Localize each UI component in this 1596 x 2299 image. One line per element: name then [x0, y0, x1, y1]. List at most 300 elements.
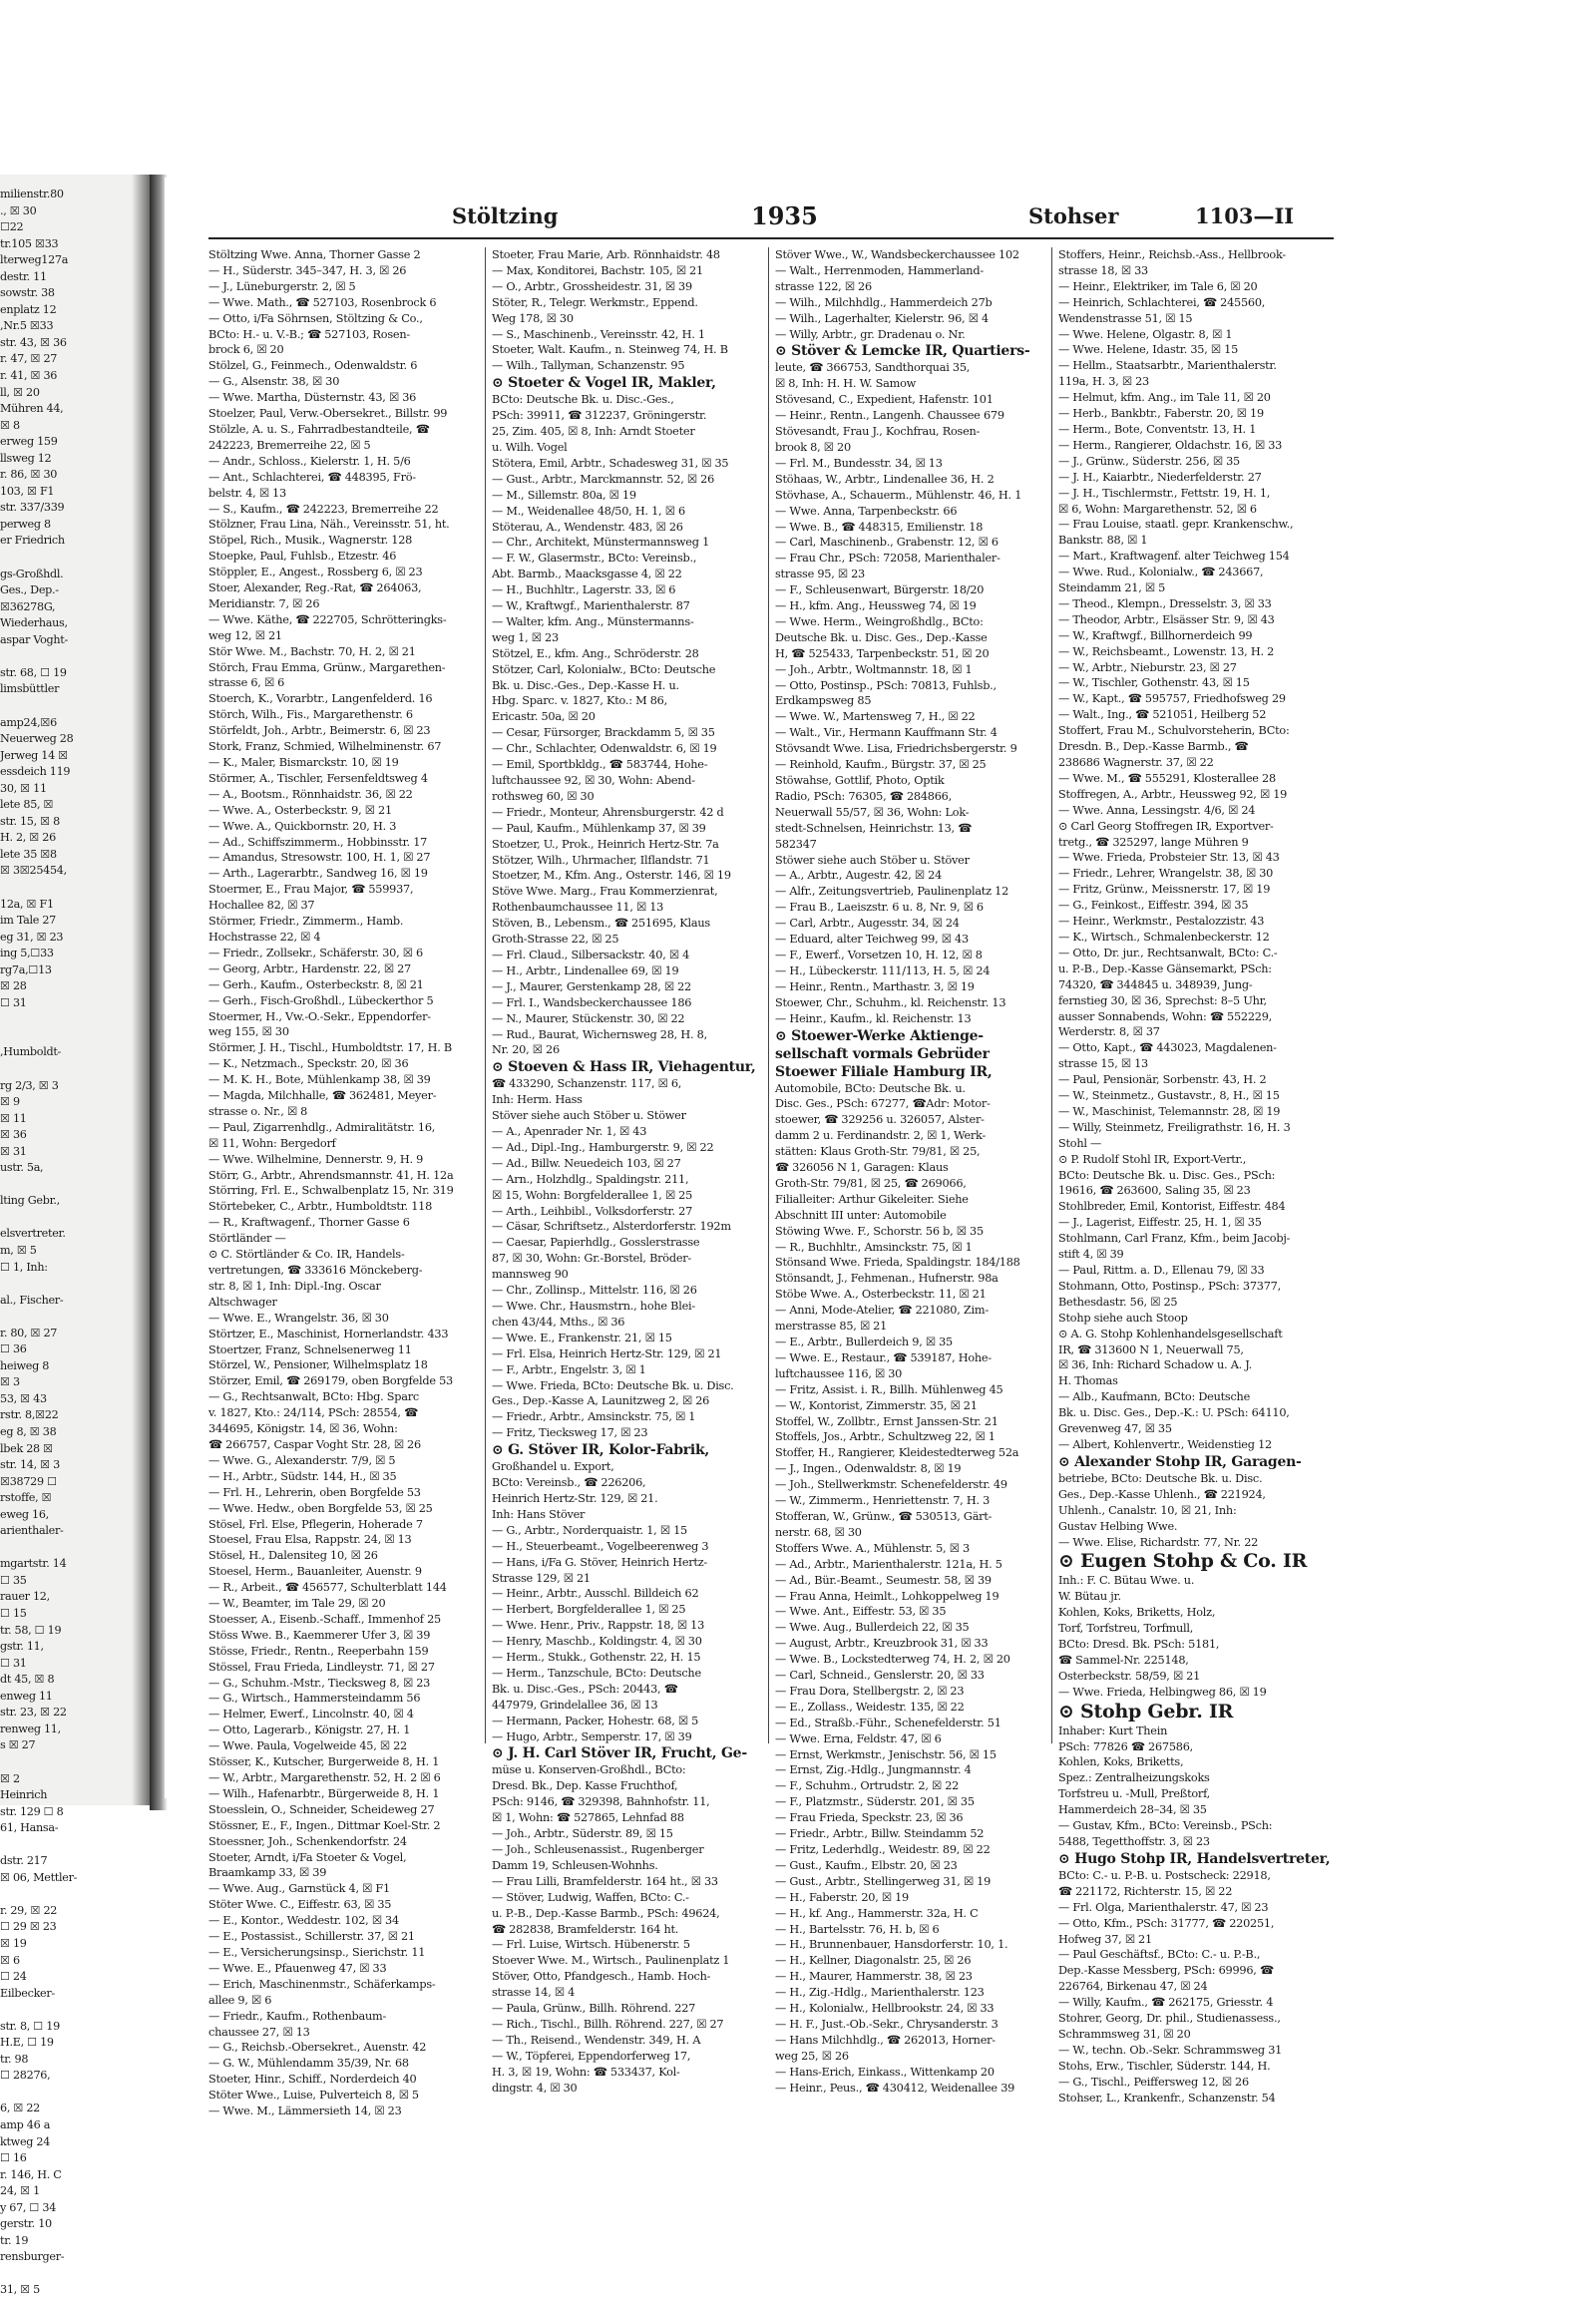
directory-entry-line: — R., Kraftwagenf., Thorner Gasse 6 — [208, 1216, 410, 1230]
directory-entry-line: — Friedr., Lehrer, Wrangelstr. 38, ☒ 30 — [1058, 867, 1274, 881]
left-fragment-line: amp 46 a — [0, 2117, 51, 2131]
directory-entry-line: — Friedr., Kaufm., Rothenbaum- — [208, 2009, 387, 2023]
directory-entry-line: — Fritz, Assist. i. R., Billh. Mühlenweg 45 — [775, 1382, 1003, 1396]
directory-entry-line: — Friedr., Zollsekr., Schäferstr. 30, ☒ 6 — [208, 946, 423, 959]
directory-entry-line: Stönsandt, J., Fehmenan., Hufnerstr. 98a — [775, 1272, 998, 1286]
directory-entry-line: — H., Kolonialw., Hellbrookstr. 24, ☒ 33 — [775, 2002, 995, 2016]
left-fragment-line: dt 45, ☒ 8 — [0, 1673, 55, 1687]
directory-entry-line: — M. K. H., Bote, Mühlenkamp 38, ☒ 39 — [208, 1073, 431, 1087]
directory-entry-line: BCto: Deutsche Bk. u. Disc.-Ges., — [492, 393, 674, 407]
directory-entry-line: Stövesandt, Frau J., Kochfrau, Rosen- — [775, 425, 981, 439]
directory-entry-line: Steindamm 21, ☒ 5 — [1058, 581, 1166, 595]
directory-entry-line: — J., Lagerist, Eiffestr. 25, H. 1, ☒ 35 — [1058, 1216, 1262, 1230]
directory-entry-line: — Wwe. Anna, Lessingstr. 4/6, ☒ 24 — [1058, 803, 1256, 817]
left-fragment-line — [0, 2266, 140, 2283]
directory-entry-line: Stoewer, Chr., Schuhm., kl. Reichenstr. 13 — [775, 995, 1006, 1009]
directory-entry-line: — Wwe. Chr., Hausmstrn., hohe Blei- — [492, 1300, 695, 1313]
directory-entry-line: dingstr. 4, ☒ 30 — [492, 2081, 578, 2095]
directory-entry-line: — A., Bootsm., Rönnhaidstr. 36, ☒ 22 — [208, 787, 413, 801]
directory-entry-line: Hofweg 37, ☒ 21 — [1058, 1932, 1152, 1946]
directory-entry-line: weg 1, ☒ 23 — [492, 630, 559, 644]
left-fragment-line: s ☒ 27 — [0, 1738, 36, 1752]
directory-entry-line: — W., Kraftwgf., Billhornerdeich 99 — [1058, 628, 1253, 642]
left-fragment-line — [0, 550, 140, 567]
left-fragment-line: tr. 58, ☐ 19 — [0, 1623, 62, 1637]
directory-entry-line: — Friedr., Arbtr., Amsinckstr. 75, ☒ 1 — [492, 1410, 696, 1424]
directory-entry-line: — Friedr., Arbtr., Billw. Steindamm 52 — [775, 1827, 985, 1841]
left-page-text — [0, 187, 140, 2299]
directory-entry-line: — G., Feinkost., Eiffestr. 394, ☒ 35 — [1058, 899, 1249, 913]
left-fragment-line: elsvertreter. — [0, 1227, 66, 1241]
left-page-fragment — [0, 175, 150, 2297]
directory-entry-line: ⊙ Stohp Gebr. IR — [1058, 1700, 1234, 1723]
left-fragment-line: ☒38729 ☐ — [0, 1474, 57, 1488]
directory-entry-line: — Wwe. Anna, Tarpenbeckstr. 66 — [775, 504, 958, 518]
directory-entry-line: Störmer, A., Tischler, Fersenfeldtsweg 4 — [208, 771, 428, 785]
directory-entry-line: — Albert, Kohlenvertr., Weidenstieg 12 — [1058, 1437, 1272, 1451]
directory-entry-line: — W., Reichsbeamt., Lowenstr. 13, H. 2 — [1058, 644, 1275, 658]
directory-entry-line: Stoffer, H., Rangierer, Kleidestedterweg 52a — [775, 1446, 1019, 1460]
left-fragment-line: ☒ 2 — [0, 1771, 20, 1785]
left-fragment-line: m, ☒ 5 — [0, 1244, 37, 1257]
directory-entry-line: Ges., Dep.-Kasse A, Launitzweg 2, ☒ 26 — [492, 1394, 710, 1408]
directory-entry-line: — Arth., Leihbibl., Volksdorferstr. 27 — [492, 1204, 693, 1218]
directory-entry-line: — Wwe. Frieda, BCto: Deutsche Bk. u. Disc. — [492, 1378, 734, 1392]
directory-entry-line: Störmer, Friedr., Zimmerm., Hamb. — [208, 915, 404, 929]
directory-entry-line: — H., Steuerbeamt., Vogelbeerenweg 3 — [492, 1539, 709, 1553]
directory-entry-line: Stoertzer, Franz, Schnelsenerweg 11 — [208, 1342, 412, 1356]
directory-entry-line: — Hans Milchhdlg., ☎ 262013, Horner- — [775, 2033, 996, 2047]
directory-entry-line: 242223, Bremerreihe 22, ☒ 5 — [208, 438, 371, 452]
directory-entry-line: strasse 95, ☒ 23 — [775, 568, 865, 581]
directory-entry-line: Automobile, BCto: Deutsche Bk. u. — [775, 1081, 966, 1095]
directory-entry-line: — W., Arbtr., Margarethenstr. 52, H. 2 ☒ 6 — [208, 1771, 441, 1784]
directory-entry-line: — Wwe. Elise, Richardstr. 77, Nr. 22 — [1058, 1535, 1259, 1549]
left-fragment-line: lbek 28 ☒ — [0, 1441, 53, 1455]
left-fragment-line: rauer 12, — [0, 1590, 50, 1604]
directory-entry-line: — August, Arbtr., Kreuzbrook 31, ☒ 33 — [775, 1637, 989, 1651]
directory-entry-line: ⊙ P. Rudolf Stohl IR, Export-Vertr., — [1058, 1152, 1247, 1166]
directory-entry-line: — Wwe. Helene, Olgastr. 8, ☒ 1 — [1058, 327, 1233, 341]
directory-entry-line: — Paul, Zigarrenhdlg., Admiralitätstr. 16, — [208, 1120, 436, 1134]
directory-entry-line: — Carl, Schneid., Genslerstr. 20, ☒ 33 — [775, 1669, 985, 1683]
directory-entry-line: Stoeter, Arndt, i/Fa Stoeter & Vogel, — [208, 1850, 407, 1864]
directory-entry-line: — Willy, Kaufm., ☎ 262175, Griesstr. 4 — [1058, 1996, 1274, 2010]
directory-entry-line: — Heinr., Arbtr., Ausschl. Billdeich 62 — [492, 1587, 699, 1601]
left-fragment-line: ☒ 06, Mettler- — [0, 1870, 78, 1884]
directory-entry-line: — E., Zollass., Weidestr. 135, ☒ 22 — [775, 1700, 965, 1714]
left-fragment-line: rstoffe, ☒ — [0, 1491, 52, 1505]
left-fragment-line: arienthaler- — [0, 1524, 64, 1538]
directory-entry-line: — O., Arbtr., Grossheidestr. 31, ☒ 39 — [492, 279, 692, 293]
directory-entry-line: ⊙ C. Störtländer & Co. IR, Handels- — [208, 1248, 405, 1262]
header-last-entry: Stohser — [1028, 203, 1119, 228]
directory-entry-line: ⊙ J. H. Carl Stöver IR, Frucht, Ge- — [492, 1745, 747, 1762]
directory-entry-line: u. P.-B., Dep.-Kasse Barmb., PSch: 49624, — [492, 1906, 720, 1920]
left-fragment-line: ☐22 — [0, 220, 24, 234]
left-fragment-line: ☐ 29 ☒ 23 — [0, 1920, 57, 1934]
directory-entry-line: — Frl. M., Bundesstr. 34, ☒ 13 — [775, 456, 943, 470]
directory-entry-line: Dep.-Kasse Messberg, PSch: 69996, ☎ — [1058, 1964, 1274, 1978]
left-fragment-line: ☐ 36 — [0, 1342, 27, 1356]
directory-entry-line: — K., Netzmach., Speckstr. 20, ☒ 36 — [208, 1057, 409, 1071]
left-fragment-line: ing 5,☐33 — [0, 947, 54, 960]
directory-entry-line: — Wwe. E., Pfauenweg 47, ☒ 33 — [208, 1961, 387, 1975]
directory-entry-line: — Wwe. E., Restaur., ☎ 539187, Hohe- — [775, 1350, 992, 1364]
directory-entry-line: — Wwe. Frieda, Helbingweg 86, ☒ 19 — [1058, 1685, 1267, 1699]
left-fragment-line: ☐ 31 — [0, 995, 27, 1009]
left-fragment-line — [0, 1837, 140, 1854]
directory-entry-line: Hochstrasse 22, ☒ 4 — [208, 930, 321, 944]
directory-entry-line: — Wwe. Henr., Priv., Rappstr. 18, ☒ 13 — [492, 1619, 705, 1633]
directory-entry-line: fernstieg 30, ☒ 36, Sprechst: 8–5 Uhr, — [1058, 993, 1267, 1007]
directory-entry-line: betriebe, BCto: Deutsche Bk. u. Disc. — [1058, 1471, 1263, 1485]
directory-entry-line: Kohlen, Koks, Briketts, — [1058, 1755, 1184, 1769]
directory-entry-line: brock 6, ☒ 20 — [208, 343, 284, 357]
left-fragment-line: rensburger- — [0, 2250, 65, 2264]
directory-entry-line: sellschaft vormals Gebrüder — [775, 1045, 990, 1062]
directory-entry-line: weg 155, ☒ 30 — [208, 1025, 289, 1039]
directory-entry-line: — W., Kraftwgf., Marienthalerstr. 87 — [492, 599, 690, 613]
directory-entry-line: Filialleiter: Arthur Gikeleiter. Siehe — [775, 1192, 969, 1206]
directory-entry-line: — H., Arbtr., Lindenallee 69, ☒ 19 — [492, 963, 679, 977]
directory-entry-line: — Max, Konditorei, Bachstr. 105, ☒ 21 — [492, 263, 703, 277]
directory-entry-line: stedt-Schnelsen, Heinrichstr. 13, ☎ — [775, 821, 973, 835]
directory-entry-line: BCto: Vereinsb., ☎ 226206, — [492, 1476, 646, 1490]
directory-entry-line: — W., Kapt., ☎ 595757, Friedhofsweg 29 — [1058, 692, 1286, 706]
directory-entry-line: Abt. Barmb., Maacksgasse 4, ☒ 22 — [492, 568, 682, 581]
directory-entry-line: — Rud., Baurat, Wichernsweg 28, H. 8, — [492, 1027, 707, 1041]
directory-entry-line: Weg 178, ☒ 30 — [492, 311, 574, 325]
directory-entry-line: strasse 15, ☒ 13 — [1058, 1057, 1148, 1071]
directory-entry-line: — Ad., Arbtr., Marienthalerstr. 121a, H. 5 — [775, 1557, 1002, 1571]
directory-entry-line: Stoepke, Paul, Fuhlsb., Etzestr. 46 — [208, 550, 397, 564]
directory-entry-line: ⊙ A. G. Stohp Kohlenhandelsgesellschaft — [1058, 1327, 1283, 1341]
directory-entry-line: — Joh., Stellwerkmstr. Schenefelderstr. 49 — [775, 1478, 1007, 1492]
directory-entry-line: — A., Apenrader Nr. 1, ☒ 43 — [492, 1125, 647, 1139]
directory-entry-line: Neuerwall 55/57, ☒ 36, Wohn: Lok- — [775, 805, 970, 819]
left-fragment-line: eweg 16, — [0, 1507, 49, 1521]
left-fragment-line: r. 80, ☒ 27 — [0, 1326, 58, 1340]
directory-entry-line: H. Thomas — [1058, 1374, 1118, 1388]
directory-entry-line: — K., Maler, Bismarckstr. 10, ☒ 19 — [208, 756, 399, 769]
directory-entry-line: ⊙ G. Stöver IR, Kolor-Fabrik, — [492, 1442, 710, 1459]
directory-entry-line: Grevenweg 47, ☒ 35 — [1058, 1422, 1172, 1436]
directory-entry-line: u. Wilh. Vogel — [492, 440, 568, 454]
left-fragment-line: perweg 8 — [0, 517, 51, 531]
directory-entry-line: Disc. Ges., PSch: 67277, ☎Adr: Motor- — [775, 1097, 991, 1111]
directory-entry-line: — Ant., Schlachterei, ☎ 448395, Frö- — [208, 470, 416, 484]
directory-entry-line: stift 4, ☒ 39 — [1058, 1248, 1124, 1262]
left-fragment-line: r. 29, ☒ 22 — [0, 1903, 58, 1917]
directory-entry-line: ⊙ Hugo Stohp IR, Handelsvertreter, — [1058, 1850, 1331, 1867]
directory-entry-line: Damm 19, Schleusen-Wohnhs. — [492, 1858, 658, 1872]
directory-entry-line: Stohser, L., Krankenfr., Schanzenstr. 54 — [1058, 2091, 1276, 2105]
directory-entry-line: ⊙ Carl Georg Stoffregen IR, Exportver- — [1058, 819, 1274, 833]
directory-entry-line: Störzer, Emil, ☎ 269179, oben Borgfelde 53 — [208, 1374, 453, 1388]
left-fragment-line: 61, Hansa- — [0, 1821, 59, 1835]
directory-entry-line: Stösel, H., Dalensiteg 10, ☒ 26 — [208, 1549, 378, 1563]
directory-entry-line: — Wwe. E., Frankenstr. 21, ☒ 15 — [492, 1331, 672, 1344]
left-fragment-line: r. 146, H. C — [0, 2167, 62, 2181]
directory-entry-line: strasse 14, ☒ 4 — [492, 1986, 576, 2000]
directory-entry-line: strasse 6, ☒ 6 — [208, 676, 285, 690]
directory-entry-line: — Heinr., Werkmstr., Pestalozzistr. 43 — [1058, 915, 1265, 929]
directory-entry-line: — Gustav, Kfm., BCto: Vereinsb., PSch: — [1058, 1819, 1273, 1833]
directory-entry-line: Inh: Herm. Hass — [492, 1093, 583, 1107]
directory-entry-line: Stoeter, Hinr., Schiff., Norderdeich 40 — [208, 2073, 417, 2087]
directory-entry-line: — Wilh., Milchhdlg., Hammerdeich 27b — [775, 295, 993, 309]
left-fragment-line: str. 129 ☐ 8 — [0, 1804, 64, 1818]
column-divider — [485, 247, 486, 1743]
left-fragment-line: essdeich 119 — [0, 765, 71, 779]
directory-entry-line: ☒ 8, Inh: H. H. W. Samow — [775, 377, 917, 391]
directory-entry-line: H, ☎ 525433, Tarpenbeckstr. 51, ☒ 20 — [775, 646, 990, 660]
directory-entry-line: — Ernst, Werkmstr., Jenischstr. 56, ☒ 15 — [775, 1747, 997, 1761]
left-fragment-line: ☒ 36 — [0, 1128, 27, 1142]
directory-entry-line: — Chr., Architekt, Münstermannsweg 1 — [492, 536, 710, 550]
directory-entry-line: chaussee 27, ☒ 13 — [208, 2025, 310, 2039]
directory-entry-line: — E., Versicherungsinsp., Sierichstr. 11 — [208, 1945, 426, 1959]
directory-entry-line: Stöppler, E., Angest., Rossberg 6, ☒ 23 — [208, 566, 423, 579]
directory-entry-line: Stoermer, H., Vw.-O.-Sekr., Eppendorfer- — [208, 1009, 431, 1023]
directory-entry-line: — W., Zimmerm., Henriettenstr. 7, H. 3 — [775, 1494, 991, 1508]
directory-entry-line: — H., Maurer, Hammerstr. 38, ☒ 23 — [775, 1970, 973, 1984]
directory-entry-line: — Ad., Billw. Neuedeich 103, ☒ 27 — [492, 1156, 681, 1170]
directory-entry-line: allee 9, ☒ 6 — [208, 1993, 272, 2007]
directory-entry-line: — Wwe. G., Alexanderstr. 7/9, ☒ 5 — [208, 1453, 396, 1467]
left-fragment-line: ☐ 1, Inh: — [0, 1260, 48, 1274]
directory-entry-line: — Mart., Kraftwagenf. alter Teichweg 154 — [1058, 550, 1290, 564]
directory-entry-line: — Paul, Pensionär, Sorbenstr. 43, H. 2 — [1058, 1073, 1267, 1087]
left-fragment-line: ☒ 31 — [0, 1144, 27, 1158]
directory-entry-line: Störring, Frl. E., Schwalbenplatz 15, Nr. 319 — [208, 1184, 454, 1198]
column-4 — [1058, 247, 1331, 2105]
directory-entry-line: PSch: 77826 ☎ 267586, — [1058, 1739, 1193, 1753]
directory-entry-line: — Herm., Bote, Conventstr. 13, H. 1 — [1058, 422, 1257, 436]
directory-entry-line: — Walter, kfm. Ang., Münstermanns- — [492, 614, 694, 628]
directory-entry-line: — Herm., Tanzschule, BCto: Deutsche — [492, 1666, 701, 1680]
directory-entry-line: — Herb., Bankbtr., Faberstr. 20, ☒ 19 — [1058, 407, 1264, 421]
directory-entry-line: — G., Schuhm.-Mstr., Tiecksweg 8, ☒ 23 — [208, 1676, 431, 1690]
directory-entry-line: — Cesar, Fürsorger, Brackdamm 5, ☒ 35 — [492, 726, 715, 740]
directory-entry-line: Inh.: F. C. Bütau Wwe. u. — [1058, 1574, 1195, 1588]
directory-entry-line: Stoerch, K., Vorarbtr., Langenfelderd. 16 — [208, 692, 433, 706]
directory-entry-line: Stösser, K., Kutscher, Burgerweide 8, H. 1 — [208, 1755, 440, 1769]
directory-entry-line: Stötzer, Carl, Kolonialw., BCto: Deutsche — [492, 662, 716, 676]
directory-entry-line: — Andr., Schloss., Kielerstr. 1, H. 5/6 — [208, 454, 411, 468]
left-fragment-line: str. 68, ☐ 19 — [0, 665, 67, 679]
directory-entry-line: Schrammsweg 31, ☒ 20 — [1058, 2027, 1191, 2041]
directory-entry-line: — M., Weidenallee 48/50, H. 1, ☒ 6 — [492, 504, 685, 518]
directory-entry-line: — S., Maschinenb., Vereinsstr. 42, H. 1 — [492, 327, 705, 341]
directory-entry-line: — Hans-Erich, Einkass., Wittenkamp 20 — [775, 2065, 995, 2079]
directory-entry-line: — G., Alsenstr. 38, ☒ 30 — [208, 375, 340, 389]
directory-entry-line: Stohl — — [1058, 1136, 1102, 1150]
directory-page — [165, 178, 1377, 2118]
directory-entry-line: ☎ Sammel-Nr. 225148, — [1058, 1653, 1189, 1667]
directory-entry-line: 226764, Birkenau 47, ☒ 24 — [1058, 1980, 1208, 1994]
directory-entry-line: — Frau B., Laeiszstr. 6 u. 8, Nr. 9, ☒ 6 — [775, 901, 984, 915]
directory-entry-line: — G., Rechtsanwalt, BCto: Hbg. Sparc — [208, 1390, 419, 1404]
directory-entry-line: Uhlenh., Canalstr. 10, ☒ 21, Inh: — [1058, 1503, 1237, 1517]
directory-entry-line: Störzel, W., Pensioner, Wilhelmsplatz 18 — [208, 1358, 428, 1372]
directory-entry-line: — Cäsar, Schriftsetz., Alsterdorferstr. 192m — [492, 1220, 731, 1234]
directory-entry-line: — Joh., Schleusenassist., Rugenberger — [492, 1843, 704, 1856]
directory-entry-line: Störch, Frau Emma, Grünw., Margarethen- — [208, 660, 446, 674]
left-fragment-line: erweg 159 — [0, 435, 58, 449]
directory-entry-line: Stössner, E., F., Ingen., Dittmar Koel-Str. 2 — [208, 1818, 441, 1832]
directory-entry-line: Stohp siehe auch Stoop — [1058, 1311, 1188, 1325]
directory-entry-line: nerstr. 68, ☒ 30 — [775, 1525, 862, 1539]
directory-entry-line: — Otto, Kapt., ☎ 443023, Magdalenen- — [1058, 1041, 1277, 1055]
directory-entry-line: damm 2 u. Ferdinandstr. 2, ☒ 1, Werk- — [775, 1129, 987, 1143]
left-fragment-line — [0, 648, 140, 665]
left-fragment-line: y 67, ☐ 34 — [0, 2200, 57, 2214]
directory-entry-line: Spez.: Zentralheizungskoks — [1058, 1771, 1210, 1785]
directory-entry-line: Hammerdeich 28–34, ☒ 35 — [1058, 1803, 1207, 1817]
directory-entry-line: — J., Maurer, Gerstenkamp 28, ☒ 22 — [492, 979, 691, 993]
directory-entry-line: Stoffels, Jos., Arbtr., Schultzweg 22, ☒ 1 — [775, 1430, 996, 1444]
directory-entry-line: — Frl. Claud., Silbersackstr. 40, ☒ 4 — [492, 948, 690, 961]
left-fragment-line: ☐ 31 — [0, 1656, 27, 1670]
directory-entry-line: — Th., Reisend., Wendenstr. 349, H. A — [492, 2033, 701, 2047]
directory-entry-line: — Frl. Elsa, Heinrich Hertz-Str. 129, ☒ 21 — [492, 1346, 722, 1360]
left-fragment-line: str. 8, ☐ 19 — [0, 2019, 60, 2033]
directory-entry-line: — Heinrich, Schlachterei, ☎ 245560, — [1058, 295, 1266, 309]
directory-entry-line: — Carl, Maschinenb., Grabenstr. 12, ☒ 6 — [775, 536, 998, 550]
directory-entry-line: Stoffers, Heinr., Reichsb.-Ass., Hellbrook- — [1058, 248, 1286, 261]
directory-entry-line: — Frau Frieda, Speckstr. 23, ☒ 36 — [775, 1811, 964, 1825]
directory-entry-line: Stoever Wwe. M., Wirtsch., Paulinenplatz 1 — [492, 1954, 730, 1968]
directory-entry-line: — Heinr., Kaufm., kl. Reichenstr. 13 — [775, 1011, 972, 1025]
directory-entry-line: Bankstr. 88, ☒ 1 — [1058, 534, 1148, 548]
directory-entry-line: — G., Arbtr., Norderquaistr. 1, ☒ 15 — [492, 1523, 687, 1537]
directory-entry-line: brook 8, ☒ 20 — [775, 440, 851, 454]
directory-entry-line: — Wilh., Hafenarbtr., Bürgerweide 8, H. 1 — [208, 1786, 440, 1800]
directory-entry-line: Torfstreu u. -Mull, Preßtorf, — [1058, 1787, 1210, 1801]
directory-entry-line: Stöter, R., Telegr. Werkmstr., Eppend. — [492, 295, 698, 309]
left-fragment-line: im Tale 27 — [0, 914, 56, 928]
directory-entry-line: ⊙ Stöver & Lemcke IR, Quartiers- — [775, 343, 1030, 360]
directory-entry-line: Stohrer, Georg, Dr. phil., Studienassess., — [1058, 2012, 1281, 2026]
left-fragment-line: lterweg127a — [0, 253, 69, 267]
directory-entry-line: — Frau Chr., PSch: 72058, Marienthaler- — [775, 552, 1000, 566]
left-fragment-line: r. 41, ☒ 36 — [0, 369, 58, 383]
directory-entry-line: Stoffert, Frau M., Schulvorsteherin, BCto: — [1058, 724, 1290, 738]
directory-entry-line: Stölzle, A. u. S., Fahrradbestandteile, ☎ — [208, 422, 430, 436]
directory-entry-line: Strasse 129, ☒ 21 — [492, 1571, 591, 1585]
directory-entry-line: — Friedr., Monteur, Ahrensburgerstr. 42 d — [492, 805, 724, 819]
directory-entry-line: — Fritz, Grünw., Meissnerstr. 17, ☒ 19 — [1058, 883, 1271, 897]
directory-entry-line: ☒ 11, Wohn: Bergedorf — [208, 1136, 336, 1150]
directory-entry-line: chen 43/44, Mths., ☒ 36 — [492, 1315, 625, 1329]
directory-entry-line: u. P.-B., Dep.-Kasse Gänsemarkt, PSch: — [1058, 961, 1272, 975]
directory-entry-line: Bk. u. Disc.-Ges., Dep.-Kasse H. u. — [492, 678, 679, 692]
directory-entry-line: Erdkampsweg 85 — [775, 694, 872, 708]
directory-entry-line: — G., Tischl., Peiffersweg 12, ☒ 26 — [1058, 2075, 1249, 2089]
directory-entry-line: — H., Buchhltr., Lagerstr. 33, ☒ 6 — [492, 583, 676, 597]
directory-entry-line: — Frl. Luise, Wirtsch. Hübenerstr. 5 — [492, 1938, 690, 1952]
left-fragment-line: gstr. 11, — [0, 1640, 44, 1654]
directory-entry-line: Heinrich Hertz-Str. 129, ☒ 21. — [492, 1491, 658, 1505]
directory-entry-line: — Ad., Schiffszimmerm., Hobbinsstr. 17 — [208, 835, 428, 849]
directory-entry-line: — Wwe. Wilhelmine, Dennerstr. 9, H. 9 — [208, 1152, 424, 1166]
directory-entry-line: ⊙ Alexander Stohp IR, Garagen- — [1058, 1453, 1302, 1470]
left-fragment-line: mgartstr. 14 — [0, 1557, 67, 1571]
directory-entry-line: — R., Buchhltr., Amsinckstr. 75, ☒ 1 — [775, 1240, 973, 1254]
directory-entry-line: tretg., ☎ 325297, lange Mühren 9 — [1058, 835, 1249, 849]
left-fragment-line — [0, 2002, 140, 2019]
column-divider — [768, 247, 769, 1743]
left-fragment-line: 30, ☒ 11 — [0, 781, 47, 795]
left-fragment-line: rg7a,☐13 — [0, 962, 52, 976]
directory-entry-line: — H., kf. Ang., Hammerstr. 32a, H. C — [775, 1906, 979, 1920]
directory-entry-line: Stofferan, W., Grünw., ☎ 530513, Gärt- — [775, 1509, 993, 1523]
directory-entry-line: Groth-Str. 79/81, ☒ 25, ☎ 269066, — [775, 1176, 967, 1190]
left-fragment-line: eg 31, ☒ 23 — [0, 930, 64, 944]
left-fragment-line: rg 2/3, ☒ 3 — [0, 1078, 59, 1092]
left-fragment-line: Wiederhaus, — [0, 616, 68, 630]
directory-entry-line: ⊙ Stoewer-Werke Aktienge- — [775, 1027, 984, 1044]
left-fragment-line: ☒ 9 — [0, 1095, 20, 1109]
directory-entry-line: Störtzer, E., Maschinist, Hornerlandstr. 433 — [208, 1327, 449, 1341]
directory-entry-line: — Joh., Arbtr., Süderstr. 89, ☒ 15 — [492, 1827, 673, 1841]
left-fragment-line — [0, 698, 140, 715]
directory-entry-line: — Erich, Maschinenmstr., Schäferkamps- — [208, 1977, 436, 1991]
directory-entry-line: — Wwe. M., ☎ 555291, Klosterallee 28 — [1058, 771, 1276, 785]
directory-entry-line: — J. H., Kaiarbtr., Niederfelderstr. 27 — [1058, 470, 1262, 484]
left-fragment-line: eg 8, ☒ 38 — [0, 1425, 57, 1439]
directory-entry-line: — M., Sillemstr. 80a, ☒ 19 — [492, 488, 636, 502]
directory-entry-line: — E., Arbtr., Bullerdeich 9, ☒ 35 — [775, 1336, 953, 1348]
directory-entry-line: Stössel, Frau Frieda, Lindleystr. 71, ☒ 27 — [208, 1660, 435, 1674]
directory-entry-line: — G., Wirtsch., Hammersteindamm 56 — [208, 1692, 421, 1706]
column-divider — [1051, 247, 1052, 1743]
left-fragment-line: ☒36278G, — [0, 599, 56, 613]
directory-entry-line: — Hugo, Arbtr., Semperstr. 17, ☒ 39 — [492, 1729, 692, 1743]
directory-entry-line: Stöss Wwe. B., Kaemmerer Ufer 3, ☒ 39 — [208, 1628, 431, 1642]
left-fragment-line: ☒ 11 — [0, 1111, 27, 1125]
directory-entry-line: Groth-Strasse 22, ☒ 25 — [492, 933, 619, 947]
left-fragment-line: H.E, ☐ 19 — [0, 2036, 54, 2050]
directory-entry-line: Stoermer, E., Frau Major, ☎ 559937, — [208, 883, 414, 897]
directory-entry-line: Stoewer Filiale Hamburg IR, — [775, 1063, 993, 1080]
directory-entry-line: 119a, H. 3, ☒ 23 — [1058, 375, 1149, 389]
directory-entry-line: — Herm., Stukk., Gothenstr. 22, H. 15 — [492, 1651, 701, 1665]
directory-entry-line: — Frl. H., Lehrerin, oben Borgfelde 53 — [208, 1485, 421, 1499]
directory-entry-line: — F., Schuhm., Ortrudstr. 2, ☒ 22 — [775, 1779, 960, 1793]
directory-entry-line: Stohmann, Otto, Postinsp., PSch: 37377, — [1058, 1279, 1281, 1293]
left-fragment-line: ,Humboldt- — [0, 1045, 62, 1059]
directory-entry-line: — Emil, Sportbkldg., ☎ 583744, Hohe- — [492, 758, 708, 772]
directory-entry-line: Stövhase, A., Schauerm., Mühlenstr. 46, H. 1 — [775, 488, 1022, 502]
directory-entry-line: Stork, Franz, Schmied, Wilhelminenstr. 67 — [208, 740, 442, 754]
left-fragment-line: 12a, ☒ F1 — [0, 897, 54, 911]
directory-entry-line: — J., Lüneburgerstr. 2, ☒ 5 — [208, 279, 356, 293]
directory-entry-line: — Gust., Kaufm., Elbstr. 20, ☒ 23 — [775, 1858, 958, 1872]
directory-entry-line: — Georg, Arbtr., Hardenstr. 22, ☒ 27 — [208, 961, 411, 975]
directory-entry-line: Stöven, B., Lebensm., ☎ 251695, Klaus — [492, 917, 710, 931]
directory-entry-line: strasse 18, ☒ 33 — [1058, 263, 1148, 277]
directory-entry-line: — R., Arbeit., ☎ 456577, Schulterblatt 144 — [208, 1581, 447, 1595]
directory-entry-line: Stöpel, Rich., Musik., Wagnerstr. 128 — [208, 534, 413, 548]
directory-entry-line: — Wwe. Aug., Bullerdeich 22, ☒ 35 — [775, 1621, 970, 1635]
directory-entry-line: ☒ 6, Wohn: Margarethenstr. 52, ☒ 6 — [1058, 502, 1257, 516]
directory-entry-line: Störtländer — — [208, 1232, 286, 1246]
directory-entry-line: Stöve Wwe. Marg., Frau Kommerzienrat, — [492, 885, 718, 899]
left-fragment-line: H. 2, ☒ 26 — [0, 831, 56, 845]
